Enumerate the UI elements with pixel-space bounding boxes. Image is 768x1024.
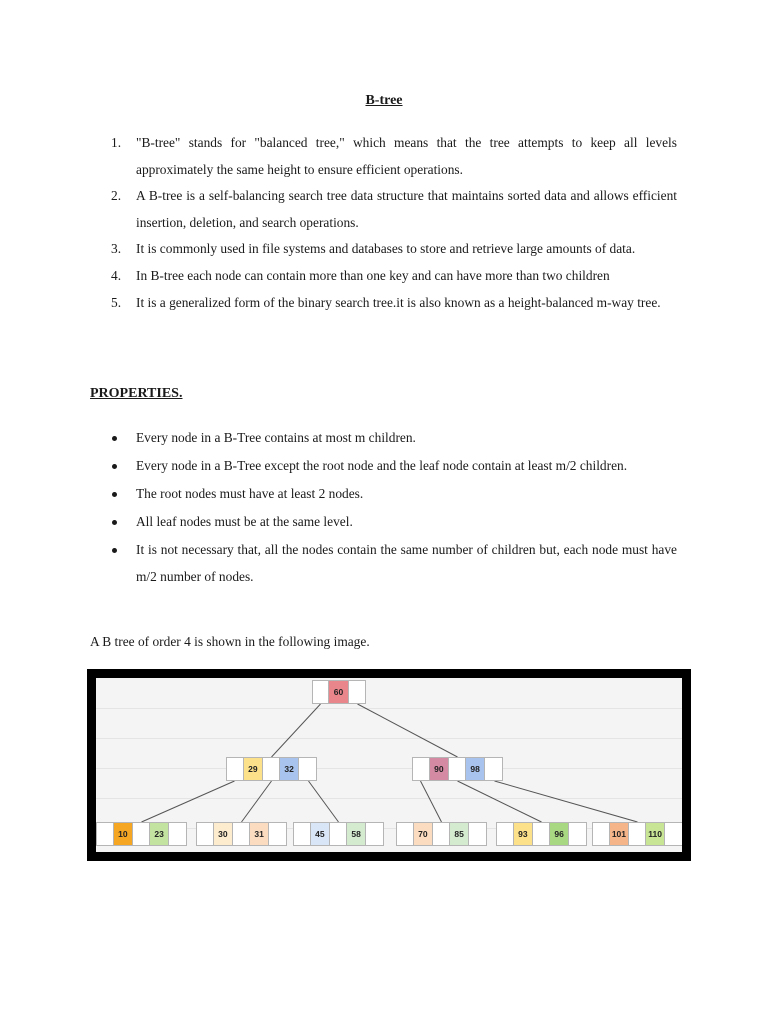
tree-edge xyxy=(309,781,339,822)
node-pointer-cell xyxy=(569,823,586,845)
list-number: 1. xyxy=(111,135,122,150)
node-pointer-cell xyxy=(413,758,430,780)
node-key-cell: 70 xyxy=(414,823,434,845)
leaf-node xyxy=(293,822,384,846)
list-number: 5. xyxy=(111,294,122,310)
node-key-cell: 110 xyxy=(646,823,666,845)
node-key-cell: 90 xyxy=(430,758,450,780)
node-key-cell: 31 xyxy=(250,823,270,845)
node-key-cell: 30 xyxy=(214,823,234,845)
node-key-cell: 58 xyxy=(347,823,367,845)
tree-edge xyxy=(421,781,442,822)
node-key-cell: 96 xyxy=(550,823,570,845)
list-item xyxy=(90,290,677,317)
list-item-text: "B-tree" stands for "balanced tree," which means that the tree attempts to keep all levels approximately the same height to ensure efficient operations. xyxy=(136,135,677,177)
list-item-text: In B-tree each node can contain more than one key and can have more than two children xyxy=(136,267,610,283)
node-pointer-cell xyxy=(497,823,514,845)
node-pointer-cell xyxy=(330,823,347,845)
bullet-item-text: All leaf nodes must be at the same level. xyxy=(136,514,353,530)
node-pointer-cell xyxy=(533,823,550,845)
tree-edge xyxy=(272,704,321,757)
numbered-list xyxy=(90,130,677,316)
node-key-cell: 29 xyxy=(244,758,264,780)
leaf-node xyxy=(396,822,487,846)
node-key-cell: 45 xyxy=(311,823,331,845)
bullet-item xyxy=(90,425,677,452)
leaf-node xyxy=(96,822,187,846)
node-pointer-cell xyxy=(263,758,280,780)
node-pointer-cell xyxy=(449,758,466,780)
leaf-node xyxy=(496,822,587,846)
bullet-icon xyxy=(112,492,117,497)
btree-figure xyxy=(87,669,691,861)
bullet-icon xyxy=(112,548,117,553)
node-pointer-cell xyxy=(133,823,150,845)
bullet-icon xyxy=(112,436,117,441)
properties-heading: PROPERTIES. xyxy=(90,386,183,401)
node-pointer-cell xyxy=(485,758,502,780)
tree-edge xyxy=(358,704,458,757)
tree-edge xyxy=(142,781,235,822)
figure-caption: A B tree of order 4 is shown in the following image. xyxy=(90,634,370,649)
list-item xyxy=(90,263,677,290)
leaf-node xyxy=(592,822,682,846)
bullet-item-text: The root nodes must have at least 2 nodes. xyxy=(136,486,364,502)
node-key-cell: 85 xyxy=(450,823,470,845)
node-key-cell: 93 xyxy=(514,823,534,845)
list-item xyxy=(90,130,677,183)
tree-edge xyxy=(242,781,272,822)
list-item-text: A B-tree is a self-balancing search tree data structure that maintains sorted data and allows efficient insertion, deletion, and search operations. xyxy=(136,188,677,230)
node-key-cell: 32 xyxy=(280,758,300,780)
node-key-cell: 23 xyxy=(150,823,170,845)
node-pointer-cell xyxy=(233,823,250,845)
list-number: 4. xyxy=(111,267,122,283)
bullet-item xyxy=(90,509,677,536)
list-item xyxy=(90,183,677,236)
document-title: B-tree xyxy=(365,93,403,108)
node-pointer-cell xyxy=(469,823,486,845)
node-pointer-cell xyxy=(366,823,383,845)
node-pointer-cell xyxy=(397,823,414,845)
internal-node xyxy=(226,757,317,781)
list-item-text: It is a generalized form of the binary search tree.it is also known as a height-balanced m-way tree. xyxy=(136,294,661,310)
properties-list xyxy=(90,425,677,592)
bullet-item-text: Every node in a B-Tree except the root node and the leaf node contain at least m/2 children. xyxy=(136,458,628,474)
node-pointer-cell xyxy=(593,823,610,845)
list-item-text: It is commonly used in file systems and databases to store and retrieve large amounts of data. xyxy=(136,241,636,257)
node-key-cell: 10 xyxy=(114,823,134,845)
node-pointer-cell xyxy=(169,823,186,845)
bullet-item xyxy=(90,481,677,508)
list-item xyxy=(90,236,677,263)
leaf-node xyxy=(196,822,287,846)
bullet-icon xyxy=(112,464,117,469)
bullet-item xyxy=(90,453,677,480)
node-pointer-cell xyxy=(97,823,114,845)
node-key-cell: 60 xyxy=(329,681,348,703)
node-pointer-cell xyxy=(665,823,682,845)
btree-diagram xyxy=(96,678,682,852)
node-pointer-cell xyxy=(349,681,365,703)
blank-page-area xyxy=(0,880,768,1024)
bullet-item-text: It is not necessary that, all the nodes contain the same number of children but, each node must have m/2 number of nodes. xyxy=(136,542,677,584)
node-pointer-cell xyxy=(294,823,311,845)
node-key-cell: 98 xyxy=(466,758,486,780)
node-pointer-cell xyxy=(313,681,329,703)
bullet-item xyxy=(90,537,677,590)
list-number: 2. xyxy=(111,188,122,204)
tree-edge xyxy=(458,781,542,822)
node-pointer-cell xyxy=(197,823,214,845)
node-pointer-cell xyxy=(433,823,450,845)
node-pointer-cell xyxy=(299,758,316,780)
node-pointer-cell xyxy=(269,823,286,845)
list-number: 3. xyxy=(111,241,122,257)
node-pointer-cell xyxy=(227,758,244,780)
tree-edge xyxy=(495,781,638,822)
bullet-item-text: Every node in a B-Tree contains at most m children. xyxy=(136,430,416,445)
node-pointer-cell xyxy=(629,823,646,845)
node-key-cell: 101 xyxy=(610,823,630,845)
bullet-icon xyxy=(112,520,117,525)
internal-node xyxy=(412,757,503,781)
root-node xyxy=(312,680,366,704)
